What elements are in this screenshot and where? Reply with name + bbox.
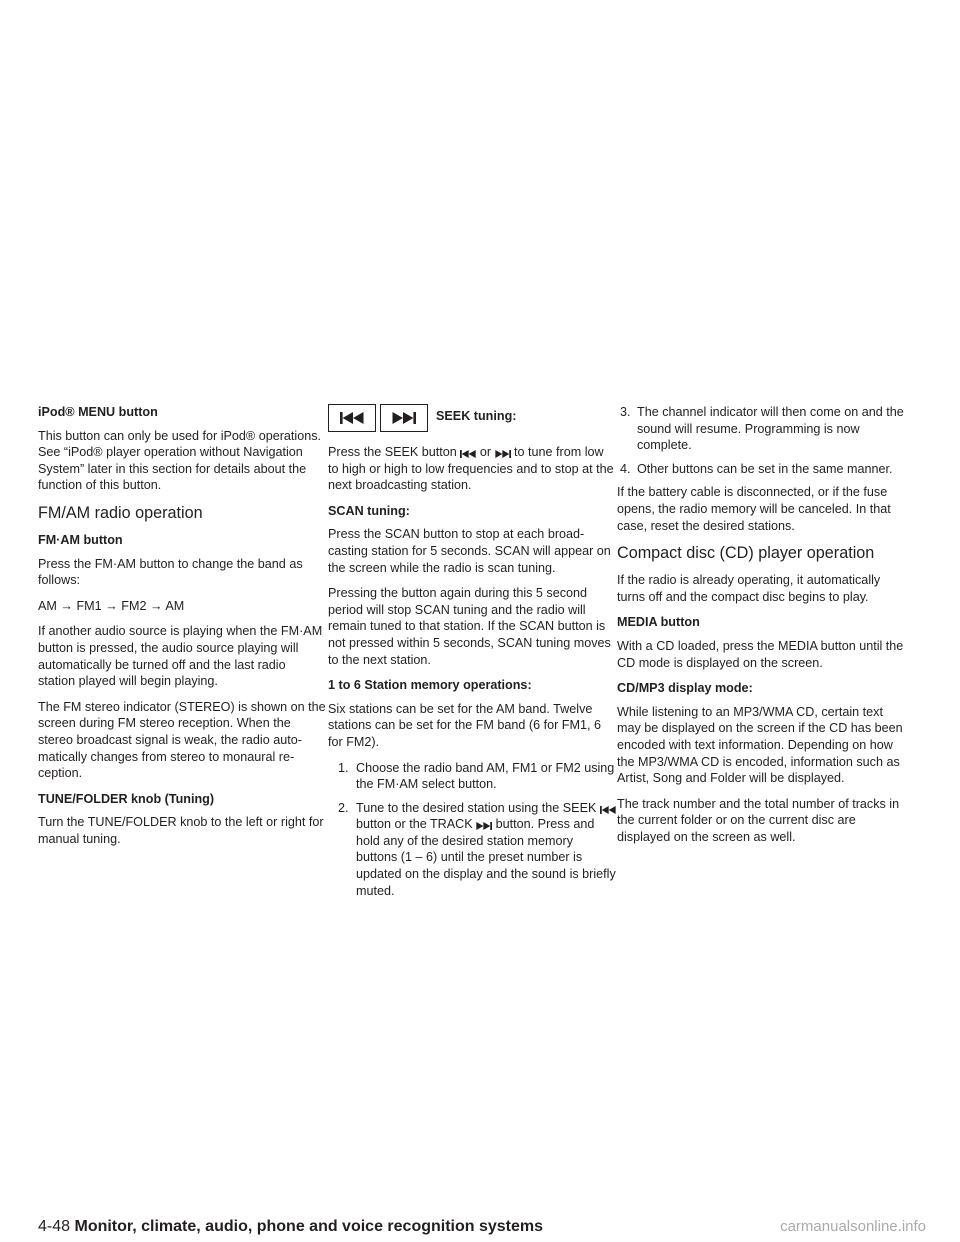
step-text: Other buttons can be set in the same manner. (637, 461, 893, 476)
list-item (328, 760, 616, 793)
step-text: Choose the radio band AM, FM1 or FM2 using the FM·AM select button. (356, 760, 615, 792)
band-sequence: AM → FM1 → FM2 → AM (38, 598, 185, 613)
seek-forward-button-graphic (380, 404, 428, 432)
page-footer (38, 1218, 543, 1236)
skip-forward-icon (476, 821, 492, 831)
step-text: The channel indicator will then come on and the sound will resume. Programming is now complete. (637, 405, 904, 453)
ipod-menu-text: This button can only be used for iPod® operations. See “iPod® player operation without Navigation System” later in this section for details about the function of this button. (38, 428, 322, 493)
seek-text-part-a: Press the SEEK button (328, 445, 457, 459)
step-text-a: Tune to the desired station using the SEEK (356, 800, 597, 815)
step-text-b: button or the TRACK (356, 817, 473, 832)
skip-forward-icon (392, 412, 416, 424)
column-3 (617, 404, 905, 854)
ipod-menu-heading: iPod® MENU button (38, 405, 158, 419)
skip-back-icon (600, 805, 616, 815)
scan-text-1: Press the SCAN button to stop at each broadcasting station for 5 seconds. SCAN will appear on the screen while the radio is scan tuning. (328, 527, 611, 575)
step-number: 4. (620, 461, 631, 476)
media-button-text: With a CD loaded, press the MEDIA button until the CD mode is displayed on the screen. (617, 638, 904, 670)
memory-heading: 1 to 6 Station memory operations: (328, 678, 532, 693)
page-number: 4-48 (38, 1218, 71, 1235)
seek-text-or: or (479, 445, 492, 459)
fmam-button-heading: FM·AM button (38, 532, 123, 547)
scan-tuning-heading: SCAN tuning: (328, 503, 410, 518)
step-number: 2. (338, 800, 349, 815)
skip-back-icon (460, 449, 476, 459)
seek-text-part-b: to tune from low to high or high to low frequencies and to stop at the next broadcasting station. (328, 445, 614, 493)
step-number: 1. (338, 760, 349, 775)
display-mode-text-1: While listening to an MP3/WMA CD, certain text may be displayed on the screen if the CD has been encoded with text information. Depending on how the MP3/WMA CD is encoded, information such as Artist, Song and Folder will be displayed. (617, 704, 903, 786)
list-item (617, 404, 905, 454)
cd-text: If the radio is already operating, it automatically turns off and the compact disc begins to play. (617, 573, 881, 604)
seek-heading-row (328, 404, 616, 434)
tune-folder-text: Turn the TUNE/FOLDER knob to the left or right for manual tuning. (38, 815, 324, 846)
column-1 (38, 404, 326, 856)
cd-section-heading: Compact disc (CD) player operation (617, 544, 875, 563)
tune-folder-heading: TUNE/FOLDER knob (Tuning) (38, 791, 215, 806)
seek-tuning-heading: SEEK tuning: (436, 409, 517, 423)
step-number: 3. (620, 405, 631, 419)
scan-text-2: Pressing the button again during this 5 second period will stop SCAN tuning and the radio will remain tuned to that station. If the SCAN button is not pressed within 5 seconds, SCAN tuning moves to the next station. (328, 586, 611, 667)
memory-text: Six stations can be set for the AM band. Twelve stations can be set for the FM band (6 for FM1, 6 for FM2). (328, 701, 601, 749)
skip-forward-icon (495, 449, 511, 459)
list-item (617, 461, 905, 478)
chapter-title: Monitor, climate, audio, phone and voice recognition systems (74, 1218, 544, 1235)
fmam-button-text: Press the FM·AM button to change the band as follows: (38, 556, 303, 588)
fmam-section-heading: FM/AM radio operation (38, 503, 203, 522)
seek-back-button-graphic (328, 404, 376, 432)
column-2 (328, 404, 616, 906)
skip-back-icon (340, 412, 364, 424)
list-item (328, 800, 616, 900)
audio-source-text: If another audio source is playing when the FM·AM button is pressed, the audio source playing will automatically be turned off and the last radio station played will begin playing. (38, 624, 323, 689)
media-button-heading: MEDIA button (617, 615, 700, 630)
battery-text: If the battery cable is disconnected, or if the fuse opens, the radio memory will be canceled. In that case, reset the desired stations. (617, 485, 891, 533)
stereo-indicator-text: The FM stereo indicator (STEREO) is shown on the screen during FM stereo reception. When the stereo broadcast signal is weak, the radio automatically changes from stereo to monaural reception. (38, 699, 326, 781)
seek-tuning-text (328, 444, 616, 494)
display-mode-text-2: The track number and the total number of tracks in the current folder or on the current disc are displayed on the screen as well. (617, 796, 900, 844)
watermark: carmanualsonline.info (780, 1218, 926, 1235)
step-text-c: button. Press and hold any of the desired station memory buttons (1 – 6) until the preset number is updated on the display and the sound is briefly muted. (356, 817, 616, 898)
display-mode-heading: CD/MP3 display mode: (617, 681, 753, 696)
